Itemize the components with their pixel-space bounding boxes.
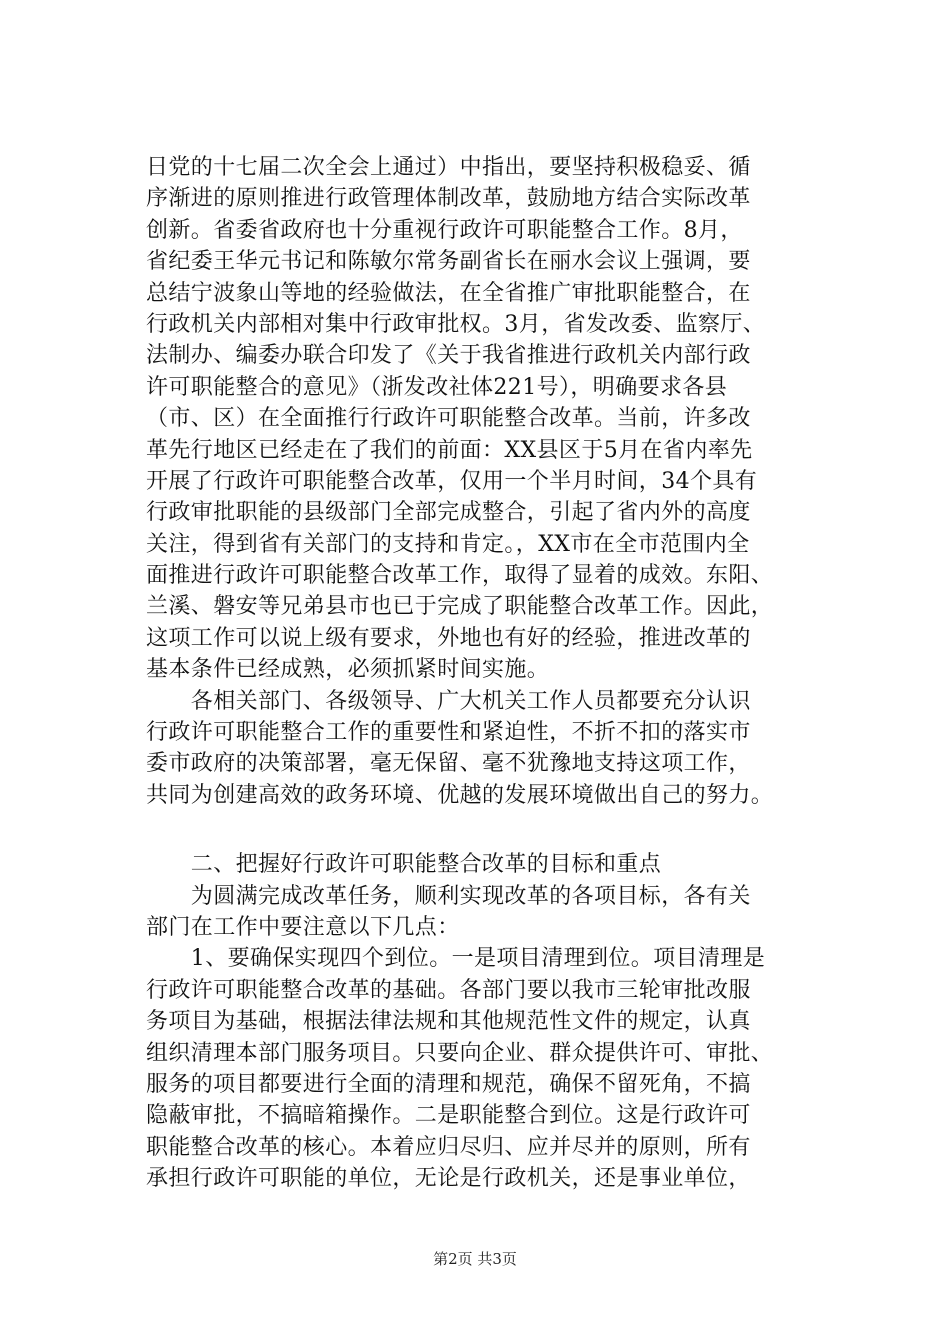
- text-line: 基本条件已经成熟，必须抓紧时间实施。: [146, 657, 550, 683]
- text-line: 关注，得到省有关部门的支持和肯定。，XX市在全市范围内全: [146, 531, 750, 557]
- text-line: （市、区）在全面推行行政许可职能整合改革。当前，许多改: [146, 406, 751, 432]
- text-line: 革先行地区已经走在了我们的前面：XX县区于5月在省内率先: [146, 437, 753, 463]
- text-line: 部门在工作中要注意以下几点：: [146, 914, 460, 940]
- text-line: 组织清理本部门服务项目。只要向企业、群众提供许可、审批、: [146, 1040, 774, 1066]
- text-line: 行政许可职能整合改革的基础。各部门要以我市三轮审批改服: [146, 977, 751, 1003]
- text-line: 行政许可职能整合工作的重要性和紧迫性，不折不扣的落实市: [146, 720, 751, 746]
- text-line: 服务的项目都要进行全面的清理和规范，确保不留死角，不搞: [146, 1071, 751, 1097]
- text-line: 这项工作可以说上级有要求，外地也有好的经验，推进改革的: [146, 625, 751, 651]
- text-line: 行政机关内部相对集中行政审批权。3月，省发改委、监察厅、: [146, 311, 766, 337]
- text-line: 为圆满完成改革任务，顺利实现改革的各项目标，各有关: [146, 883, 751, 909]
- paragraph-block-2: [146, 849, 846, 1194]
- text-line: 承担行政许可职能的单位，无论是行政机关，还是事业单位，: [146, 1166, 751, 1192]
- text-line: 二、把握好行政许可职能整合改革的目标和重点: [146, 852, 662, 878]
- text-line: 日党的十七届二次全会上通过）中指出，要坚持积极稳妥、循: [146, 155, 751, 180]
- text-line: 开展了行政许可职能整合改革，仅用一个半月时间，34个具有: [146, 468, 758, 494]
- text-line: 法制办、编委办联合印发了《关于我省推进行政机关内部行政: [146, 343, 751, 369]
- text-line: 总结宁波象山等地的经验做法，在全省推广审批职能整合，在: [146, 280, 751, 306]
- page-footer: 第2页 共3页: [433, 1250, 517, 1268]
- text-line: 兰溪、磐安等兄弟县市也已于完成了职能整合改革工作。因此，: [146, 594, 774, 620]
- paragraph-block-1: [146, 152, 846, 811]
- document-body: [146, 152, 846, 1195]
- text-line: 序渐进的原则推进行政管理体制改革，鼓励地方结合实际改革: [146, 186, 751, 212]
- text-line: 务项目为基础，根据法律法规和其他规范性文件的规定，认真: [146, 1009, 751, 1035]
- text-line: 1、要确保实现四个到位。一是项目清理到位。项目清理是: [146, 946, 766, 972]
- text-line: 各相关部门、各级领导、广大机关工作人员都要充分认识: [146, 688, 751, 714]
- text-line: 行政审批职能的县级部门全部完成整合，引起了省内外的高度: [146, 500, 751, 526]
- text-line: 面推进行政许可职能整合改革工作，取得了显着的成效。东阳、: [146, 563, 774, 589]
- text-line: 许可职能整合的意见》（浙发改社体221号），明确要求各县: [146, 374, 728, 400]
- text-line: 共同为创建高效的政务环境、优越的发展环境做出自己的努力。: [146, 782, 774, 808]
- text-line: 隐蔽审批，不搞暗箱操作。二是职能整合到位。这是行政许可: [146, 1103, 751, 1129]
- text-line: 省纪委王华元书记和陈敏尔常务副省长在丽水会议上强调，要: [146, 249, 751, 275]
- text-line: 职能整合改革的核心。本着应归尽归、应并尽并的原则，所有: [146, 1134, 751, 1160]
- text-line: 委市政府的决策部署，毫无保留、毫不犹豫地支持这项工作，: [146, 751, 751, 777]
- paragraph-gap: [146, 811, 846, 849]
- text-line: 创新。省委省政府也十分重视行政许可职能整合工作。8月，: [146, 217, 743, 243]
